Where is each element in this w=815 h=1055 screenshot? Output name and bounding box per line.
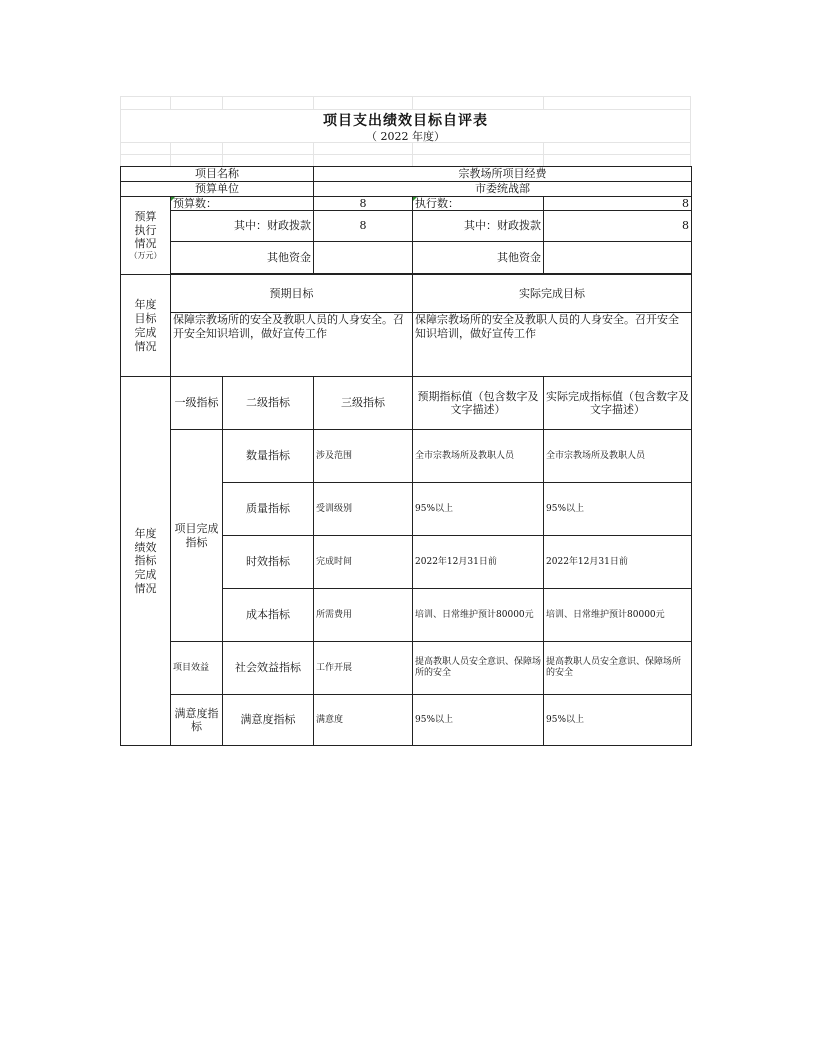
row-actual: 提高教职人员安全意识、保障场所的安全: [544, 642, 692, 695]
budget-section-label: 预算执行情况 （万元）: [121, 196, 171, 275]
row-expected: 全市宗教场所及教职人员: [413, 430, 544, 483]
row-expected: 2022年12月31日前: [413, 536, 544, 589]
table-row: [121, 642, 692, 695]
group-satisfaction-label: 满意度指标: [171, 695, 223, 746]
row-level2: 时效指标: [223, 536, 314, 589]
fiscal-exec-value: 8: [544, 211, 692, 242]
expected-goal-header: 预期目标: [171, 275, 413, 313]
unit-note: （万元）: [129, 251, 162, 260]
row-level2: 社会效益指标: [223, 642, 314, 695]
group-completion-label: 项目完成指标: [171, 430, 223, 642]
table-row: [121, 377, 692, 430]
header-expected: 预期指标值（包含数字及文字描述）: [413, 377, 544, 430]
group-benefit-label: 项目效益: [171, 642, 223, 695]
row-level3: 受训级别: [314, 483, 413, 536]
exec-amount-value: 8: [544, 196, 692, 211]
row-actual: 95%以上: [544, 483, 692, 536]
table-row: [121, 313, 692, 377]
row-actual: 95%以上: [544, 695, 692, 746]
table-row: [121, 430, 692, 483]
other-funds-exec-label: 其他资金: [413, 242, 544, 274]
row-level2: 满意度指标: [223, 695, 314, 746]
other-funds-exec: [544, 242, 692, 274]
budget-amount-value: 8: [314, 196, 413, 211]
header-level1: 一级指标: [171, 377, 223, 430]
table-row: [121, 211, 692, 242]
header-level3: 三级指标: [314, 377, 413, 430]
table-row: [121, 181, 692, 196]
table-row: [121, 275, 692, 313]
performance-table: [120, 166, 692, 746]
table-row: [121, 167, 692, 182]
actual-goal-header: 实际完成目标: [413, 275, 692, 313]
row-expected: 95%以上: [413, 695, 544, 746]
document-year: （ 2022 年度）: [366, 130, 445, 143]
budget-unit-label: 预算单位: [121, 181, 314, 196]
row-level2: 数量指标: [223, 430, 314, 483]
row-level3: 完成时间: [314, 536, 413, 589]
table-row: [121, 695, 692, 746]
header-level2: 二级指标: [223, 377, 314, 430]
fiscal-label: 其中：财政拨款: [171, 211, 314, 242]
table-row: [121, 196, 692, 211]
expected-goal-text: 保障宗教场所的安全及教职人员的人身安全。召开安全知识培训，做好宣传工作: [171, 313, 413, 377]
row-actual: 全市宗教场所及教职人员: [544, 430, 692, 483]
exec-amount-label: 执行数：: [413, 196, 544, 211]
row-expected: 95%以上: [413, 483, 544, 536]
other-funds-label: 其他资金: [171, 242, 314, 274]
fiscal-exec-label: 其中：财政拨款: [413, 211, 544, 242]
row-expected: 提高教职人员安全意识、保障场所的安全: [413, 642, 544, 695]
row-actual: 培训、日常维护预计80000元: [544, 589, 692, 642]
budget-amount-label: 预算数：: [171, 196, 314, 211]
row-level3: 所需费用: [314, 589, 413, 642]
row-level3: 工作开展: [314, 642, 413, 695]
budget-unit-value: 市委统战部: [314, 181, 692, 196]
fiscal-budget-value: 8: [314, 211, 413, 242]
document-title: 项目支出绩效目标自评表: [323, 113, 488, 129]
project-name-label: 项目名称: [121, 167, 314, 182]
header-actual: 实际完成指标值（包含数字及文字描述）: [544, 377, 692, 430]
table-row: [121, 242, 692, 274]
row-level2: 成本指标: [223, 589, 314, 642]
row-expected: 培训、日常维护预计80000元: [413, 589, 544, 642]
row-level3: 涉及范围: [314, 430, 413, 483]
goals-section-label: 年度目标完成情况: [121, 275, 171, 377]
indicator-section-label: 年度绩效指标完成情况: [121, 377, 171, 746]
row-level2: 质量指标: [223, 483, 314, 536]
actual-goal-text: 保障宗教场所的安全及教职人员的人身安全。召开安全知识培训，做好宣传工作: [413, 313, 692, 377]
row-level3: 满意度: [314, 695, 413, 746]
other-funds-budget: [314, 242, 413, 274]
project-name-value: 宗教场所项目经费: [314, 167, 692, 182]
row-actual: 2022年12月31日前: [544, 536, 692, 589]
